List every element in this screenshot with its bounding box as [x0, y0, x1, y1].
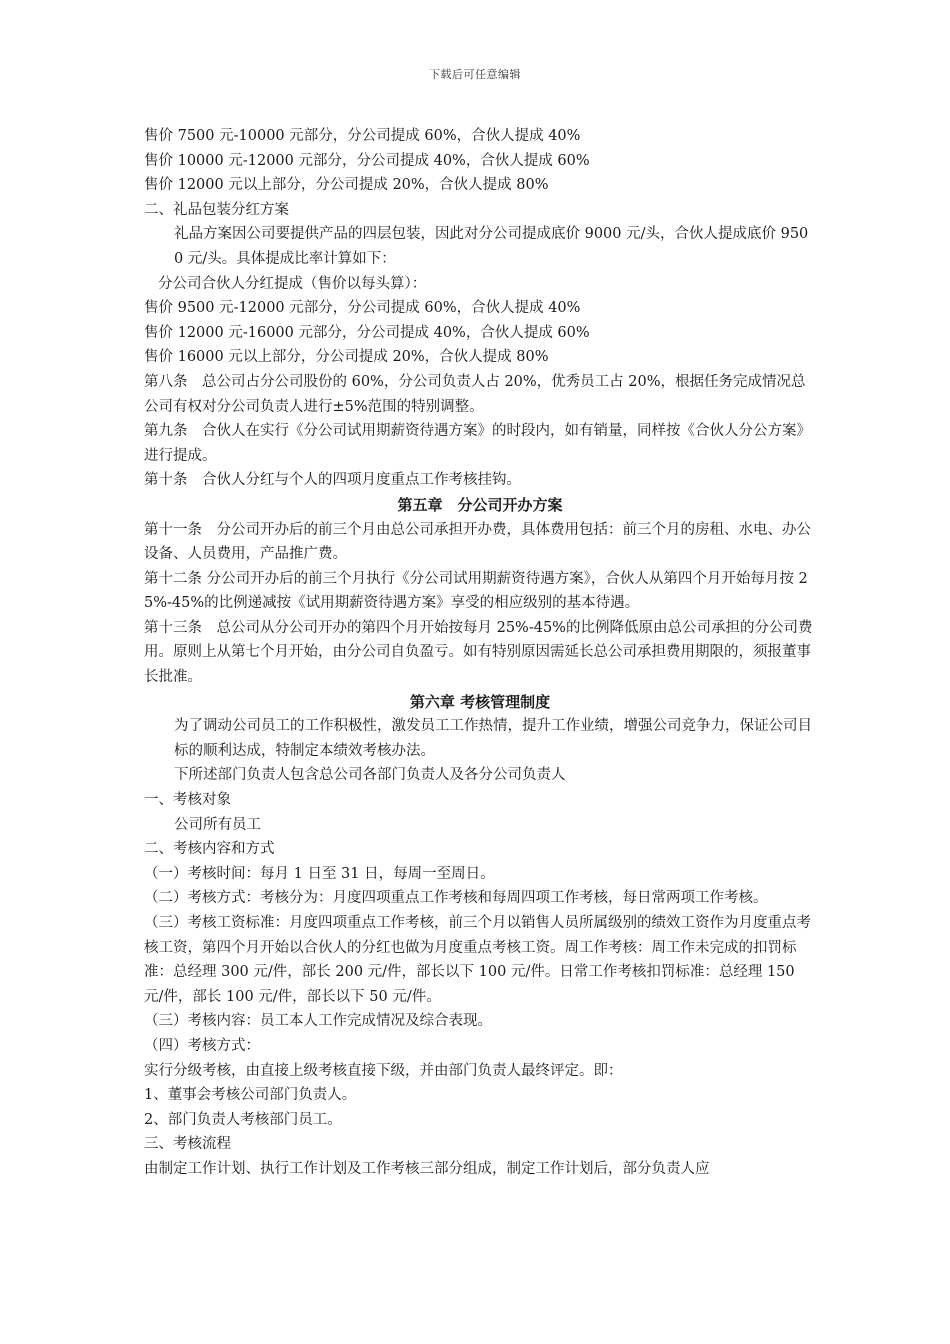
- section-heading: 二、礼品包装分红方案: [144, 201, 289, 218]
- document-body: [144, 124, 816, 1182]
- paragraph: 公司所有员工: [174, 816, 261, 833]
- paragraph: （四）考核方式：: [144, 1037, 260, 1054]
- paragraph: （三）考核内容：员工本人工作完成情况及综合表现。: [144, 1013, 492, 1030]
- paragraph: 售价 7500 元-10000 元部分，分公司提成 60%，合伙人提成 40%: [144, 128, 581, 144]
- article-13: 第十三条 总公司从分公司开办的第四个月开始按每月 25%-45%的比例降低原由总公司承担的分公司费用。原则上从第七个月开始，由分公司自负盈亏。如有特别原因需延长总公司承担费用期限的，须报董事长批准。: [144, 619, 813, 686]
- paragraph: 分公司合伙人分红提成（售价以每头算）：: [158, 275, 427, 292]
- article-12: 第十二条 分公司开办后的前三个月执行《分公司试用期薪资待遇方案》，合伙人从第四个月开始每月按 25%-45%的比例递减按《试用期薪资待遇方案》享受的相应级别的基本待遇。: [144, 570, 808, 612]
- paragraph: （三）考核工资标准：月度四项重点工作考核，前三个月以销售人员所属级别的绩效工资作为月度重点考核工资，第四个月开始以合伙人的分红也做为月度重点考核工资。周工作考核：周工作未完成的扣罚标准：总经理 300 元/件，部长 200 元/件，部长以下 100 元/件。日常工作考核扣罚标准：总经理 150 元/件，部长 100 元/件，部长以下 50 元/件。: [144, 915, 811, 1005]
- page-header: 下载后可任意编辑: [429, 68, 521, 81]
- chapter-6-heading: 第六章 考核管理制度: [409, 692, 551, 711]
- article-11: 第十一条 分公司开办后的前三个月由总公司承担开办费，具体费用包括：前三个月的房租、水电、办公设备、人员费用，产品推广费。: [144, 521, 811, 563]
- paragraph: （一）考核时间：每月 1 日至 31 日，每周一至周日。: [144, 865, 495, 882]
- paragraph: 售价 10000 元-12000 元部分，分公司提成 40%，合伙人提成 60%: [144, 152, 590, 169]
- paragraph: 礼品方案因公司要提供产品的四层包装，因此对分公司提成底价 9000 元/头，合伙人提成底价 9500 元/头。具体提成比率计算如下：: [174, 226, 809, 267]
- section-heading: 一、考核对象: [144, 792, 231, 809]
- paragraph: 为了调动公司员工的工作积极性，激发员工工作热情，提升工作业绩，增强公司竞争力，保证公司目标的顺利达成，特制定本绩效考核办法。: [174, 718, 812, 759]
- section-heading: 三、考核流程: [144, 1136, 231, 1153]
- list-item: 1、董事会考核公司部门负责人。: [144, 1087, 357, 1104]
- paragraph: 下所述部门负责人包含总公司各部门负责人及各分公司负责人: [174, 767, 566, 784]
- paragraph: 售价 16000 元以上部分，分公司提成 20%，合伙人提成 80%: [144, 349, 549, 366]
- paragraph: 售价 12000 元以上部分，分公司提成 20%，合伙人提成 80%: [144, 177, 549, 194]
- article-10: 第十条 合伙人分红与个人的四项月度重点工作考核挂钩。: [144, 472, 521, 489]
- article-9: 第九条 合伙人在实行《分公司试用期薪资待遇方案》的时段内，如有销量，同样按《合伙人分公方案》进行提成。: [144, 423, 811, 464]
- chapter-5-heading: 第五章 分公司开办方案: [397, 495, 563, 514]
- paragraph: 售价 9500 元-12000 元部分，分公司提成 60%，合伙人提成 40%: [144, 300, 581, 317]
- paragraph: （二）考核方式：考核分为：月度四项重点工作考核和每周四项工作考核，每日常两项工作考核。: [144, 890, 768, 907]
- paragraph: 实行分级考核，由直接上级考核直接下级，并由部门负责人最终评定。即：: [144, 1062, 623, 1079]
- article-8: 第八条 总公司占分公司股份的 60%，分公司负责人占 20%，优秀员工占 20%，根据任务完成情况总公司有权对分公司负责人进行±5%范围的特别调整。: [144, 373, 806, 415]
- list-item: 2、部门负责人考核部门员工。: [144, 1111, 342, 1128]
- section-heading: 二、考核内容和方式: [144, 841, 275, 858]
- paragraph: 售价 12000 元-16000 元部分，分公司提成 40%，合伙人提成 60%: [144, 324, 590, 341]
- paragraph: 由制定工作计划、执行工作计划及工作考核三部分组成，制定工作计划后，部分负责人应: [144, 1160, 710, 1177]
